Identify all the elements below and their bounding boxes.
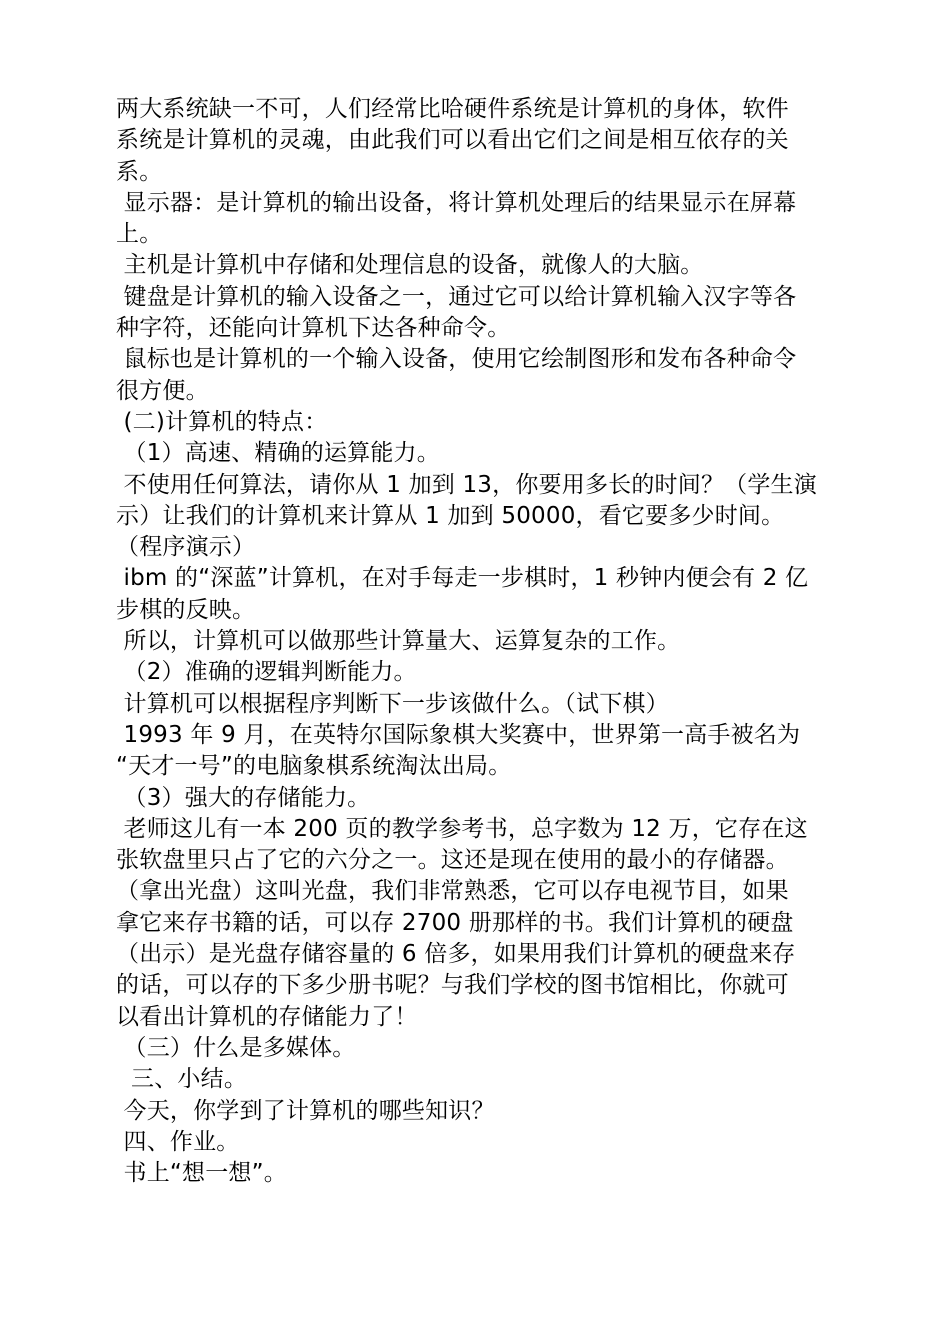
text-line: 显示器：是计算机的输出设备，将计算机处理后的结果显示在屏幕: [116, 189, 797, 216]
subsection-heading: （2）准确的逻辑判断能力。: [116, 659, 417, 686]
text-line: 今天，你学到了计算机的哪些知识？: [116, 1097, 495, 1124]
text-line: 老师这儿有一本 200 页的教学参考书，总字数为 12 万，它存在这: [116, 815, 808, 842]
text-line: 很方便。: [116, 377, 209, 404]
text-line: （程序演示）: [116, 534, 256, 561]
text-line: 1993 年 9 月，在英特尔国际象棋大奖赛中，世界第一高手被名为: [116, 721, 801, 748]
text-line: （出示）是光盘存储容量的 6 倍多，如果用我们计算机的硬盘来存: [116, 941, 796, 968]
section-heading: 三、小结。: [116, 1066, 248, 1093]
text-line: 种字符，还能向计算机下达各种命令。: [116, 315, 511, 342]
subsection-heading: （3）强大的存储能力。: [116, 784, 371, 811]
section-heading: （三）什么是多媒体。: [116, 1034, 356, 1061]
text-line: （拿出光盘）这叫光盘，我们非常熟悉，它可以存电视节目，如果: [116, 878, 789, 905]
text-line: 键盘是计算机的输入设备之一，通过它可以给计算机输入汉字等各: [116, 283, 797, 310]
text-line: 张软盘里只占了它的六分之一。这还是现在使用的最小的存储器。: [116, 847, 789, 874]
section-heading: (二)计算机的特点：: [116, 408, 328, 435]
text-line: 的话，可以存的下多少册书呢？与我们学校的图书馆相比，你就可: [116, 972, 789, 999]
text-line: “天才一号”的电脑象棋系统淘汰出局。: [116, 753, 512, 780]
text-line: 不使用任何算法，请你从 1 加到 13，你要用多长的时间？（学生演: [116, 471, 817, 498]
text-line: 书上“想一想”。: [116, 1160, 287, 1187]
text-line: 上。: [116, 221, 163, 248]
text-line: 主机是计算机中存储和处理信息的设备，就像人的大脑。: [116, 252, 704, 279]
document-page: [116, 94, 836, 1189]
text-line: ibm 的“深蓝”计算机，在对手每走一步棋时，1 秒钟内便会有 2 亿: [116, 565, 809, 592]
text-line: 系统是计算机的灵魂，由此我们可以看出它们之间是相互依存的关: [116, 127, 789, 154]
text-line: 步棋的反映。: [116, 596, 256, 623]
text-line: 以看出计算机的存储能力了！: [116, 1003, 418, 1030]
text-line: 计算机可以根据程序判断下一步该做什么。（试下棋）: [116, 690, 669, 717]
text-line: 示）让我们的计算机来计算从 1 加到 50000，看它要多少时间。: [116, 502, 785, 529]
text-line: 所以，计算机可以做那些计算量大、运算复杂的工作。: [116, 628, 681, 655]
subsection-heading: （1）高速、精确的运算能力。: [116, 440, 440, 467]
text-line: 拿它来存书籍的话，可以存 2700 册那样的书。我们计算机的硬盘: [116, 909, 794, 936]
text-line: 鼠标也是计算机的一个输入设备，使用它绘制图形和发布各种命令: [116, 346, 797, 373]
section-heading: 四、作业。: [116, 1128, 240, 1155]
text-line: 两大系统缺一不可，人们经常比哈硬件系统是计算机的身体，软件: [116, 96, 789, 122]
text-line: 系。: [116, 158, 163, 185]
